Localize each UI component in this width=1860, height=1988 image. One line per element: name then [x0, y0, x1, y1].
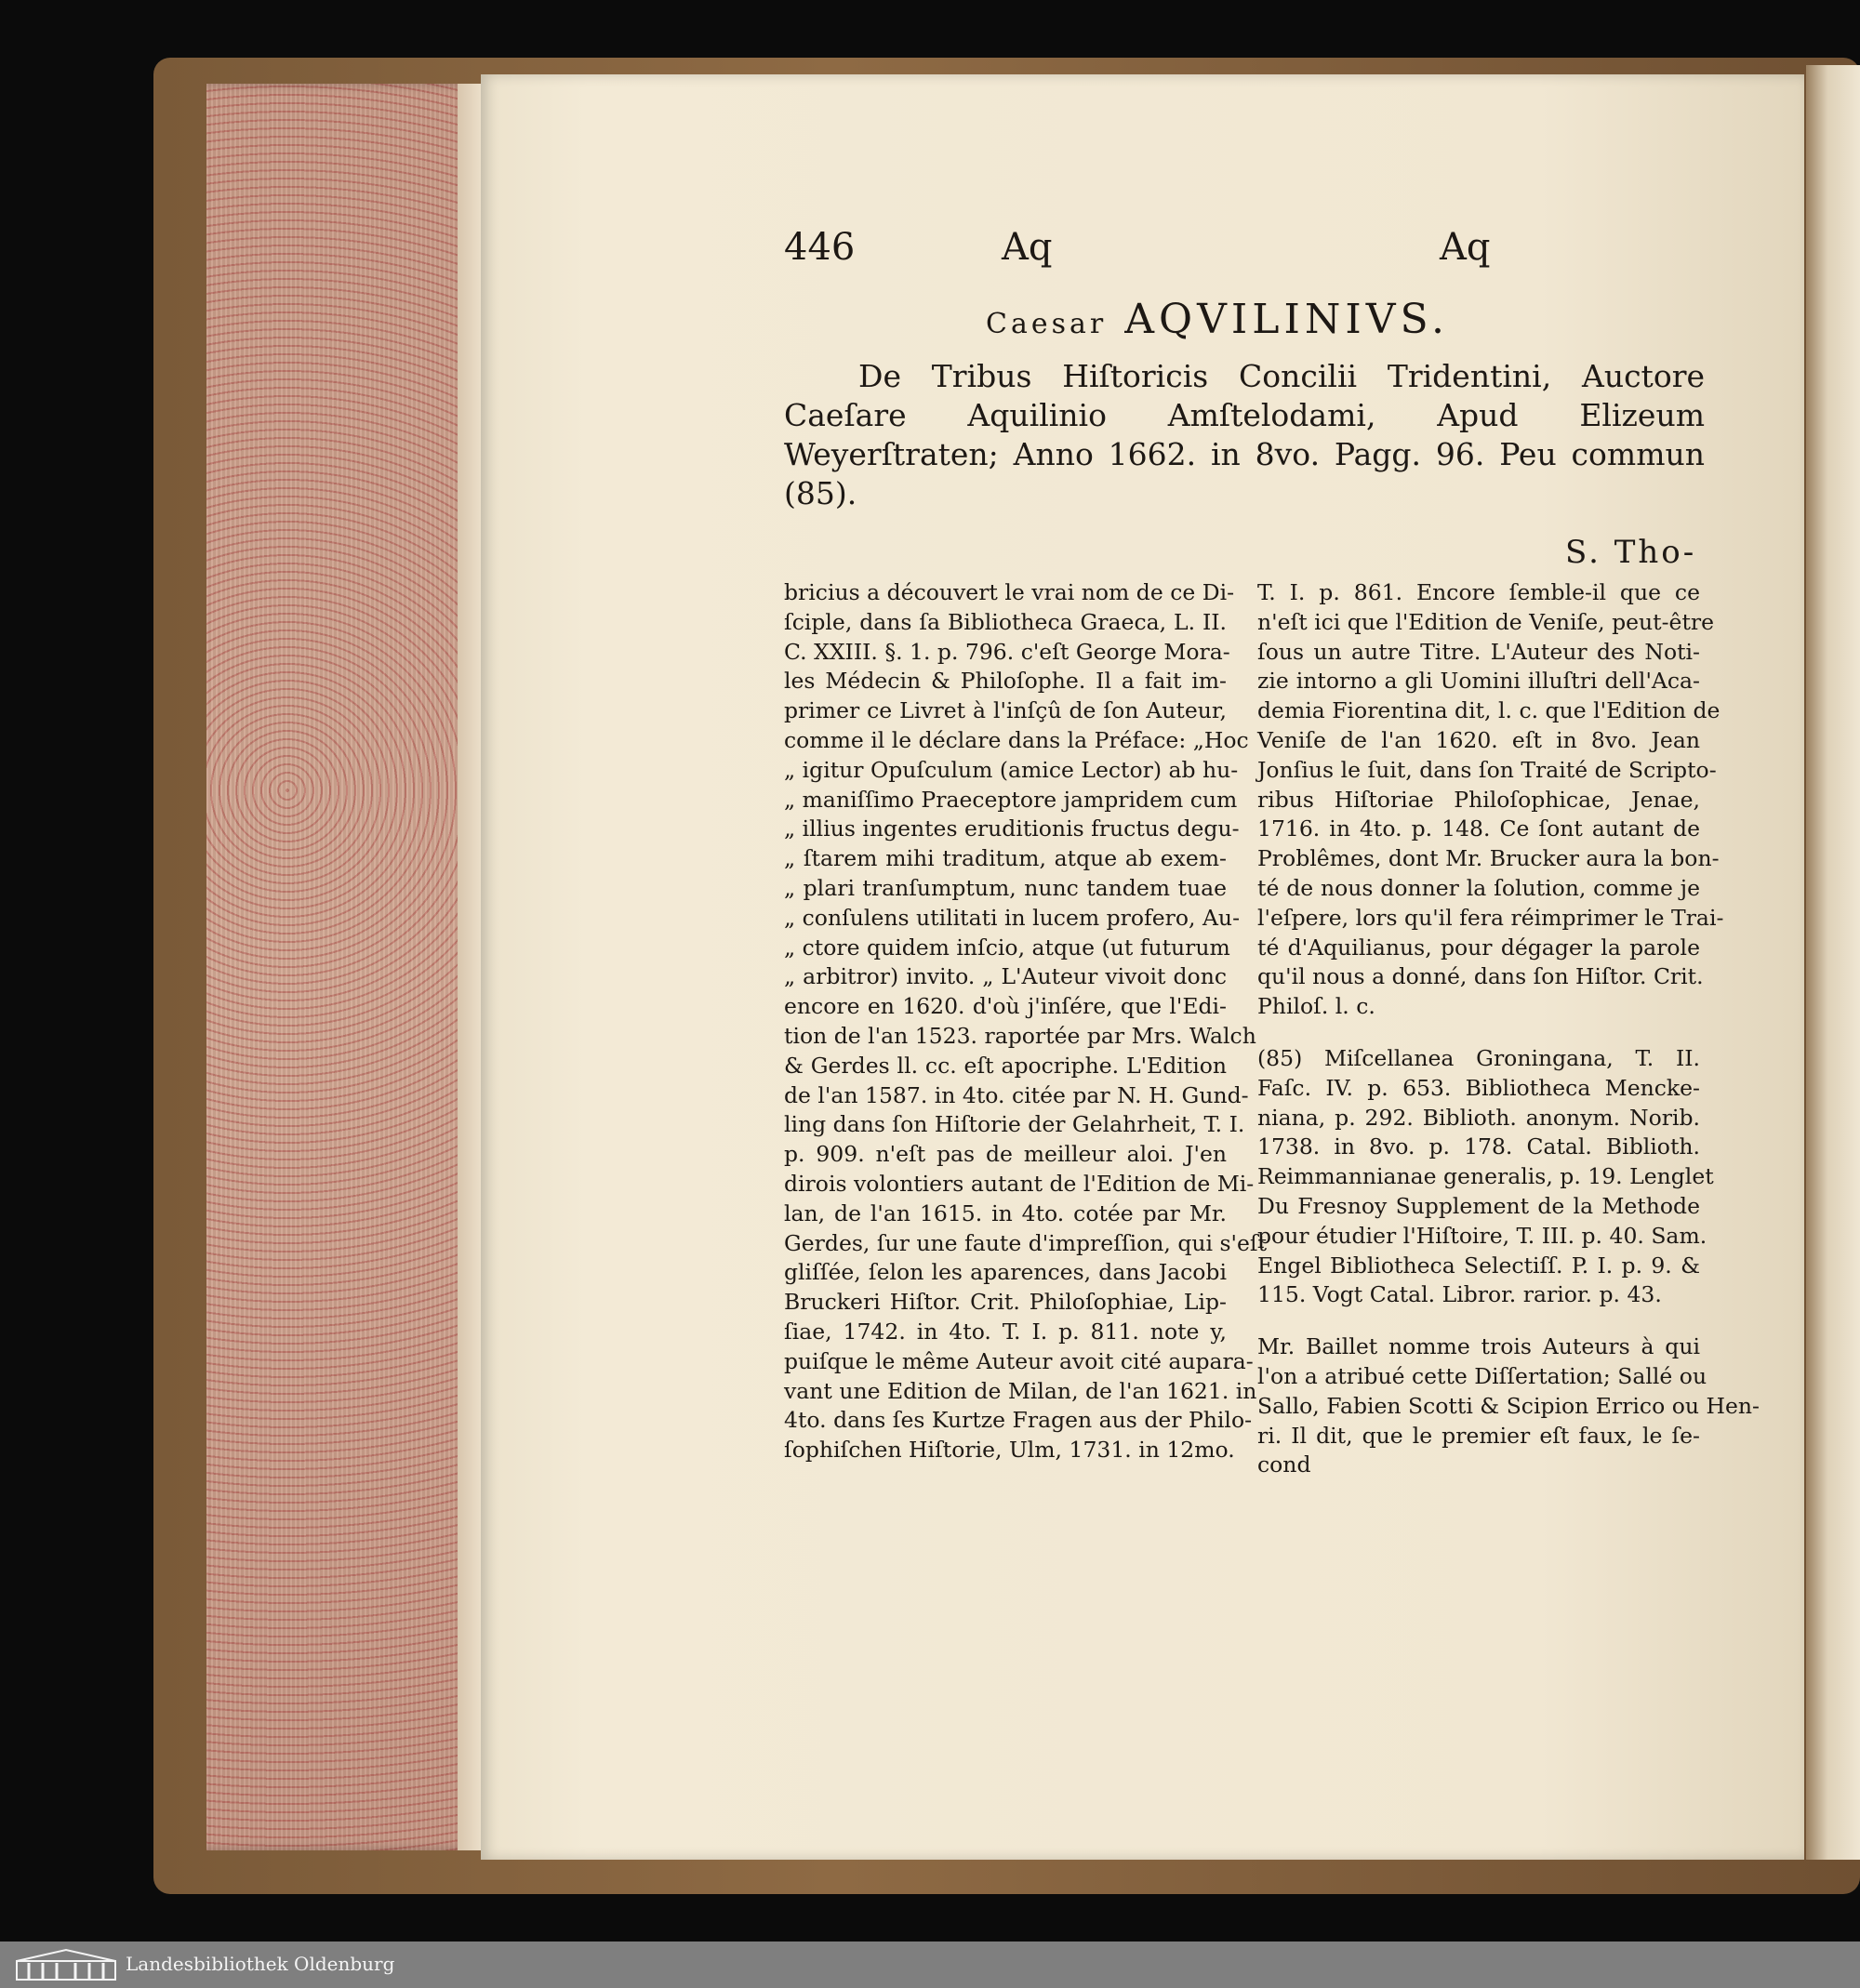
text-line: vant une Edition de Milan, de l'an 1621. in [784, 1377, 1257, 1404]
text-line: 115. Vogt Catal. Libror. rarior. p. 43. [1257, 1281, 1662, 1308]
right-column [1257, 578, 1760, 1480]
text-line: „ plari tranſumptum, nunc tandem tuae [784, 874, 1227, 901]
text-line: les Médecin & Philoſophe. Il a fait im- [784, 668, 1227, 695]
text-line: „ conſulens utilitati in lucem profero, Au- [784, 904, 1241, 931]
footnote-85 [1257, 1044, 1714, 1310]
text-line: (85) Miſcellanea Groningana, T. II. [1257, 1044, 1700, 1071]
text-line: Faſc. IV. p. 653. Bibliotheca Mencke- [1257, 1074, 1700, 1101]
text-line: & Gerdes ll. cc. eſt apocriphe. L'Edition [784, 1052, 1227, 1079]
left-column [784, 578, 1268, 1465]
text-line: Philoſ. l. c. [1257, 993, 1375, 1020]
text-line: Engel Bibliotheca Selectiſſ. P. I. p. 9. & [1257, 1252, 1700, 1279]
text-line: qu'il nous a donné, dans ſon Hiſtor. Crit. [1257, 963, 1704, 990]
text-line: cond [1257, 1451, 1311, 1478]
library-logo-icon [15, 1948, 117, 1981]
text-line: tion de l'an 1523. raportée par Mrs. Walch [784, 1022, 1256, 1049]
footer-bar [0, 1942, 1860, 1988]
text-line: Reimmannianae generalis, p. 19. Lenglet [1257, 1163, 1714, 1190]
text-line: l'on a atribué cette Diſſertation; Sallé ou [1257, 1362, 1707, 1389]
running-head-right: Aq [1440, 226, 1491, 269]
text-line: té de nous donner la ſolution, comme je [1257, 874, 1700, 901]
text-line: Mr. Baillet nomme trois Auteurs à qui [1257, 1333, 1700, 1360]
text-line: bricius a découvert le vrai nom de ce Di- [784, 579, 1235, 605]
entry-citation: De Tribus Hiſtoricis Concilii Tridentini, Auctore Caeſare Aquilinio Amſtelodami, Apud Elizeum Weyerſtraten; Anno 1662. in 8vo. Pagg. 96. Peu commun (85). [784, 358, 1705, 511]
text-line: Problêmes, dont Mr. Brucker aura la bon- [1257, 845, 1720, 872]
text-line: n'eſt ici que l'Edition de Veniſe, peut-être [1257, 608, 1715, 635]
right-main-text [1257, 578, 1724, 1022]
text-line: puiſque le même Auteur avoit cité aupara- [784, 1347, 1254, 1374]
text-line: ling dans ſon Hiſtorie der Gelahrheit, T. I. [784, 1111, 1245, 1138]
text-line: de l'an 1587. in 4to. citée par N. H. Gund- [784, 1081, 1249, 1108]
text-line: Veniſe de l'an 1620. eſt in 8vo. Jean [1257, 726, 1700, 753]
text-line: niana, p. 292. Biblioth. anonym. Norib. [1257, 1104, 1700, 1131]
text-line: comme il le déclare dans la Préface: „Hoc [784, 726, 1249, 753]
title-prefix: Caesar [986, 308, 1108, 340]
text-line: Bruckeri Hiſtor. Crit. Philoſophiae, Lip- [784, 1289, 1227, 1316]
text-line: té d'Aquilianus, pour dégager la parole [1257, 934, 1700, 961]
text-line: Gerdes, ſur une faute d'impreſſion, qui s'eſt [784, 1229, 1268, 1256]
text-line: ri. Il dit, que le premier eſt faux, le ſe- [1257, 1422, 1700, 1449]
text-line: 1738. in 8vo. p. 178. Catal. Biblioth. [1257, 1133, 1700, 1160]
text-line: dirois volontiers autant de l'Edition de Mi- [784, 1170, 1255, 1197]
text-line: ſophiſchen Hiſtorie, Ulm, 1731. in 12mo. [784, 1437, 1235, 1464]
text-line: „ igitur Opuſculum (amice Lector) ab hu- [784, 756, 1239, 783]
text-line: ſiae, 1742. in 4to. T. I. p. 811. note y, [784, 1318, 1227, 1345]
text-line: „ ſtarem mihi traditum, atque ab exem- [784, 845, 1227, 872]
text-line: demia Fiorentina dit, l. c. que l'Edition de [1257, 697, 1720, 724]
text-line: 4to. dans ſes Kurtze Fragen aus der Philo- [784, 1407, 1253, 1434]
text-line: ribus Hiſtoriae Philoſophicae, Jenae, [1257, 786, 1700, 813]
catchword: S. Tho- [1565, 534, 1697, 571]
text-line: „ arbitror) invito. „ L'Auteur vivoit donc [784, 963, 1227, 990]
text-line: Du Fresnoy Supplement de la Methode [1257, 1192, 1700, 1219]
text-line: pour étudier l'Hiſtoire, T. III. p. 40. Sam. [1257, 1222, 1707, 1249]
text-line: Sallo, Fabien Scotti & Scipion Errico ou Hen- [1257, 1392, 1760, 1419]
page-number: 446 [784, 226, 856, 269]
text-line: p. 909. n'eſt pas de meilleur aloi. J'en [784, 1141, 1227, 1168]
text-line: zie intorno a gli Uomini illuſtri dell'Aca- [1257, 668, 1700, 695]
text-line: C. XXIII. §. 1. p. 796. c'eſt George Mora- [784, 638, 1230, 665]
text-line: ſous un autre Titre. L'Auteur des Noti- [1257, 638, 1700, 665]
text-line: lan, de l'an 1615. in 4to. cotée par Mr. [784, 1199, 1227, 1226]
text-line: „ maniſſimo Praeceptore jampridem cum [784, 786, 1238, 813]
text-line: „ ctore quidem inſcio, atque (ut futurum [784, 934, 1230, 961]
text-line: Jonſius le ſuit, dans ſon Traité de Scripto- [1257, 756, 1717, 783]
text-line: encore en 1620. d'où j'inſére, que l'Edi- [784, 993, 1227, 1020]
page-edge-block [206, 84, 476, 1850]
baillet-paragraph [1257, 1332, 1760, 1480]
text-line: 1716. in 4to. p. 148. Ce ſont autant de [1257, 815, 1700, 842]
text-line: T. I. p. 861. Encore ſemble-il que ce [1257, 579, 1700, 605]
text-line: l'eſpere, lors qu'il fera réimprimer le Trai- [1257, 904, 1724, 931]
text-line: „ illius ingentes eruditionis fructus degu- [784, 815, 1240, 842]
right-page-sliver [1806, 65, 1860, 1860]
text-line: gliſſée, ſelon les aparences, dans Jacobi [784, 1259, 1227, 1286]
text-line: ſciple, dans ſa Bibliotheca Graeca, L. II. [784, 608, 1227, 635]
text-line: primer ce Livret à l'inſçû de ſon Auteur, [784, 697, 1227, 724]
running-head-left: Aq [1002, 226, 1053, 269]
library-name: Landesbibliothek Oldenburg [126, 1953, 395, 1975]
entry-title [986, 296, 1488, 343]
title-main: AQVILINIVS. [1124, 296, 1450, 343]
